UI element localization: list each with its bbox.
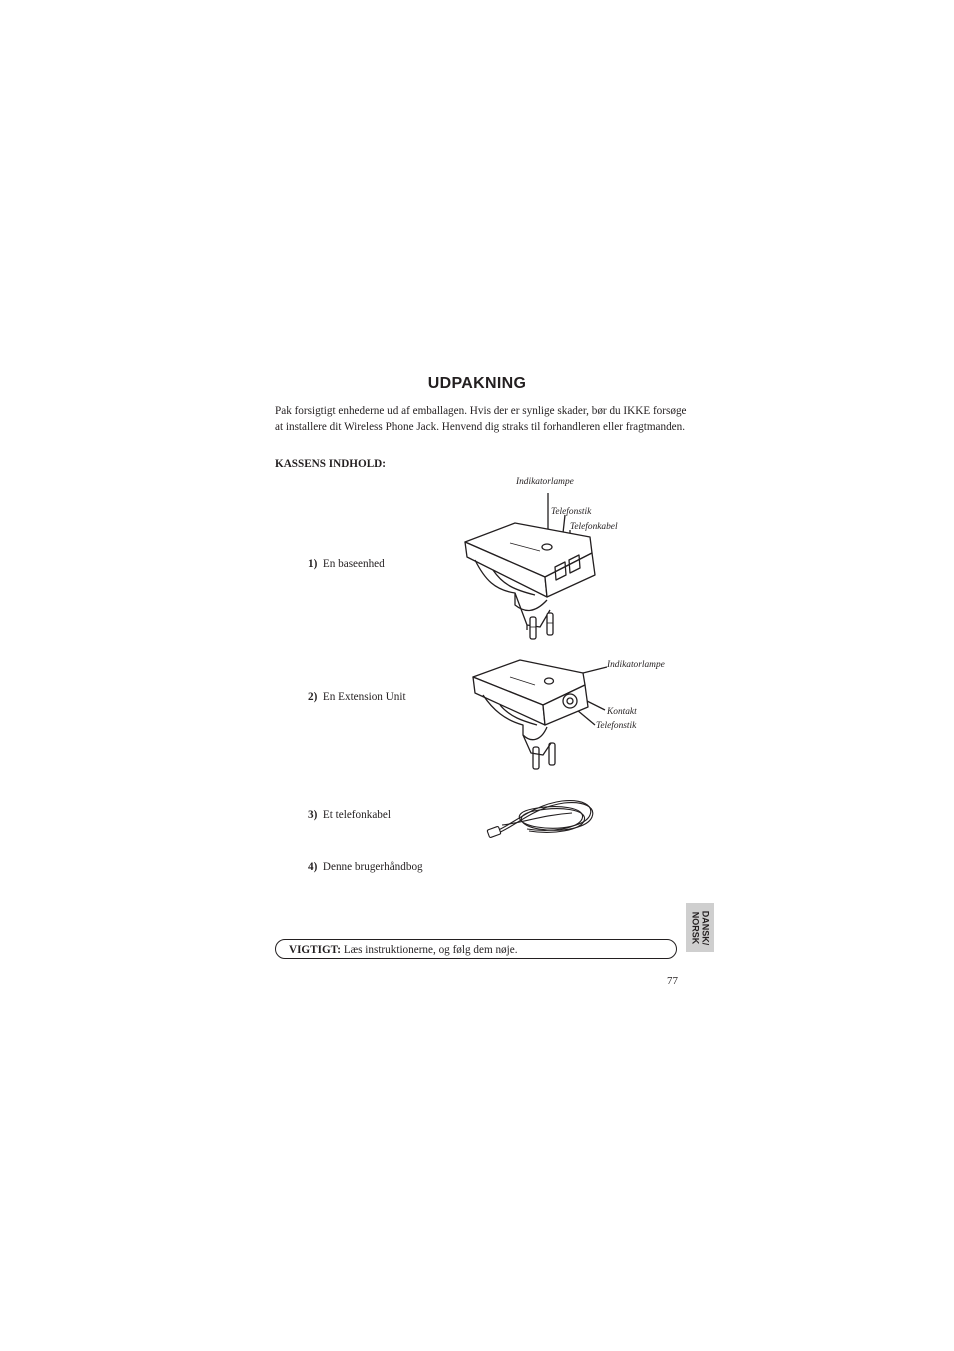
note-text: Læs instruktionerne, og følg dem nøje. xyxy=(341,944,518,956)
phone-cable-illustration xyxy=(482,795,600,840)
extension-unit-illustration xyxy=(465,655,615,775)
list-item xyxy=(308,861,423,873)
base-indicator-label: Indikatorlampe xyxy=(516,477,574,487)
item-number: 2) xyxy=(308,691,318,703)
item-text: En Extension Unit xyxy=(322,691,406,703)
page-title: UDPAKNING xyxy=(427,375,527,392)
section-heading: KASSENS INDHOLD: xyxy=(275,458,386,470)
item-number: 1) xyxy=(308,558,318,570)
list-item xyxy=(308,691,406,703)
base-phone-jack-label: Telefonstik xyxy=(551,507,592,517)
note-label: VIGTIGT: xyxy=(289,944,342,956)
language-tab-label: DANSK/ NORSK xyxy=(691,910,711,945)
page-number: 77 xyxy=(667,975,678,987)
intro-paragraph: Pak forsigtigt enhederne ud af emballagen. Hvis der er synlige skader, bør du IKKE forsøge at installere dit Wireless Phone Jack. Henvend dig straks til forhandleren eller fragtmanden. xyxy=(275,405,687,433)
item-number: 4) xyxy=(308,861,318,873)
item-text: Denne brugerhåndbog xyxy=(322,861,423,873)
item-text: En baseenhed xyxy=(322,558,385,570)
item-text: Et telefonkabel xyxy=(322,809,391,821)
item-number: 3) xyxy=(308,809,318,821)
ext-indicator-label: Indikatorlampe xyxy=(607,660,665,670)
important-note xyxy=(275,939,677,959)
list-item xyxy=(308,558,385,570)
base-phone-cable-label: Telefonkabel xyxy=(570,522,618,532)
ext-contact-label: Kontakt xyxy=(607,707,637,717)
ext-phone-jack-label: Telefonstik xyxy=(596,721,637,731)
list-item xyxy=(308,809,391,821)
language-tab xyxy=(686,903,714,952)
base-unit-illustration xyxy=(455,485,615,655)
